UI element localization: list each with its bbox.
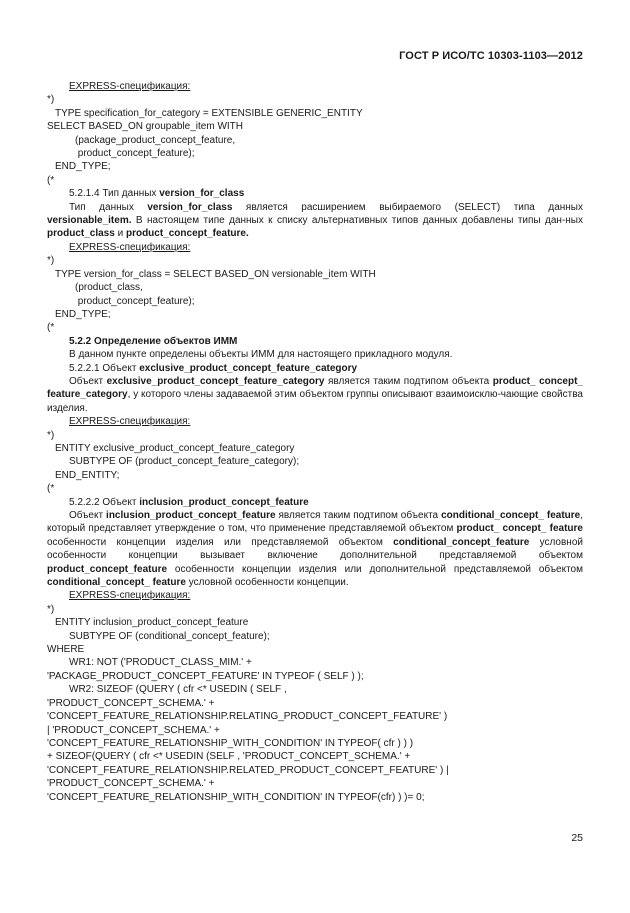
paragraph: В данном пункте определены объекты ИММ для настоящего прикладного модуля. xyxy=(69,349,453,361)
code-line: (* xyxy=(47,174,55,186)
code-line: product_concept_feature); xyxy=(75,148,195,160)
express-spec-label: EXPRESS-спецификация: xyxy=(69,416,191,428)
code-line: 'CONCEPT_FEATURE_RELATIONSHIP.RELATING_PRODUCT_CONCEPT_FEATURE' ) xyxy=(47,711,448,723)
code-line: (product_class, xyxy=(75,282,143,294)
section-heading-5-2-2: 5.2.2 Определение объектов ИММ xyxy=(69,335,238,347)
paragraph: Объект exclusive_product_concept_feature_category является таким подтипом объекта product_ concept_ feature_category, у которого члены задаваемой этим объектом группы описывают взаимоисклю-чающие свойства изделия. xyxy=(47,375,583,414)
code-line: 'CONCEPT_FEATURE_RELATIONSHIP.RELATED_PRODUCT_CONCEPT_FEATURE' ) | xyxy=(47,764,449,776)
code-line: *) xyxy=(47,603,55,615)
code-line: | 'PRODUCT_CONCEPT_SCHEMA.' + xyxy=(47,724,220,736)
code-line: TYPE specification_for_category = EXTENSIBLE GENERIC_ENTITY xyxy=(55,107,363,119)
code-line: 'PACKAGE_PRODUCT_CONCEPT_FEATURE' IN TYPEOF ( SELF ) ); xyxy=(47,670,364,682)
code-line: product_concept_feature); xyxy=(75,295,195,307)
code-line: *) xyxy=(47,255,55,267)
code-line: *) xyxy=(47,94,55,106)
paragraph: Объект inclusion_product_concept_feature является таким подтипом объекта conditional_concept_ feature, который представляет утверждение о том, что применение представляемой объектом product_ concept_ feature особенности концепции изделия или представляемой объектом conditional_concept_feature условной особенности концепции вызывает включение дополнительной представляемой объектом product_concept_feature особенности концепции изделия или дополнительной представляемой объектом conditional_concept_ feature условной особенности концепции. xyxy=(47,510,583,589)
code-line: (* xyxy=(47,483,55,495)
code-line: + SIZEOF(QUERY ( cfr <* USEDIN (SELF , 'PRODUCT_CONCEPT_SCHEMA.' + xyxy=(47,751,411,763)
section-heading-5-2-2-2: 5.2.2.2 Объект inclusion_product_concept_feature xyxy=(69,496,309,508)
code-line: ENTITY exclusive_product_concept_feature_category xyxy=(55,442,295,454)
section-heading-5-2-1-4: 5.2.1.4 Тип данных version_for_class xyxy=(69,188,245,200)
code-line: WHERE xyxy=(47,644,85,656)
document-body xyxy=(47,80,583,804)
express-spec-label: EXPRESS-спецификация: xyxy=(69,241,191,253)
code-line: 'CONCEPT_FEATURE_RELATIONSHIP_WITH_CONDITION' IN TYPEOF(cfr) ) )= 0; xyxy=(47,791,425,803)
code-line: END_ENTITY; xyxy=(55,469,120,481)
code-line: WR2: SIZEOF (QUERY ( cfr <* USEDIN ( SELF , xyxy=(69,684,287,696)
code-line: SUBTYPE OF (product_concept_feature_category); xyxy=(69,456,300,468)
express-spec-label: EXPRESS-спецификация: xyxy=(69,590,191,602)
page-number: 25 xyxy=(571,832,583,844)
paragraph: Тип данных version_for_class является расширением выбираемого (SELECT) типа данных versionable_item. В настоящем типе данных к списку альтернативных типов данных добавлены типы дан-ных product_class и product_concept_feature. xyxy=(47,201,583,240)
express-spec-label: EXPRESS-спецификация: xyxy=(69,81,191,92)
code-line: SUBTYPE OF (conditional_concept_feature); xyxy=(69,630,270,642)
code-line: TYPE version_for_class = SELECT BASED_ON versionable_item WITH xyxy=(55,268,376,280)
code-line: END_TYPE; xyxy=(55,308,111,320)
code-line: 'CONCEPT_FEATURE_RELATIONSHIP_WITH_CONDITION' IN TYPEOF( cfr ) ) ) xyxy=(47,737,414,749)
code-line: ENTITY inclusion_product_concept_feature xyxy=(55,617,249,629)
code-line: 'PRODUCT_CONCEPT_SCHEMA.' + xyxy=(47,697,215,709)
code-line: (package_product_concept_feature, xyxy=(75,134,236,146)
code-line: *) xyxy=(47,429,55,441)
code-line: 'PRODUCT_CONCEPT_SCHEMA.' + xyxy=(47,778,215,790)
code-line: SELECT BASED_ON groupable_item WITH xyxy=(47,121,244,133)
document-header: ГОСТ Р ИСО/ТС 10303-1103—2012 xyxy=(399,50,583,62)
code-line: END_TYPE; xyxy=(55,161,111,173)
code-line: WR1: NOT ('PRODUCT_CLASS_MIM.' + xyxy=(69,657,252,669)
code-line: (* xyxy=(47,322,55,334)
section-heading-5-2-2-1: 5.2.2.1 Объект exclusive_product_concept_feature_category xyxy=(69,362,358,374)
